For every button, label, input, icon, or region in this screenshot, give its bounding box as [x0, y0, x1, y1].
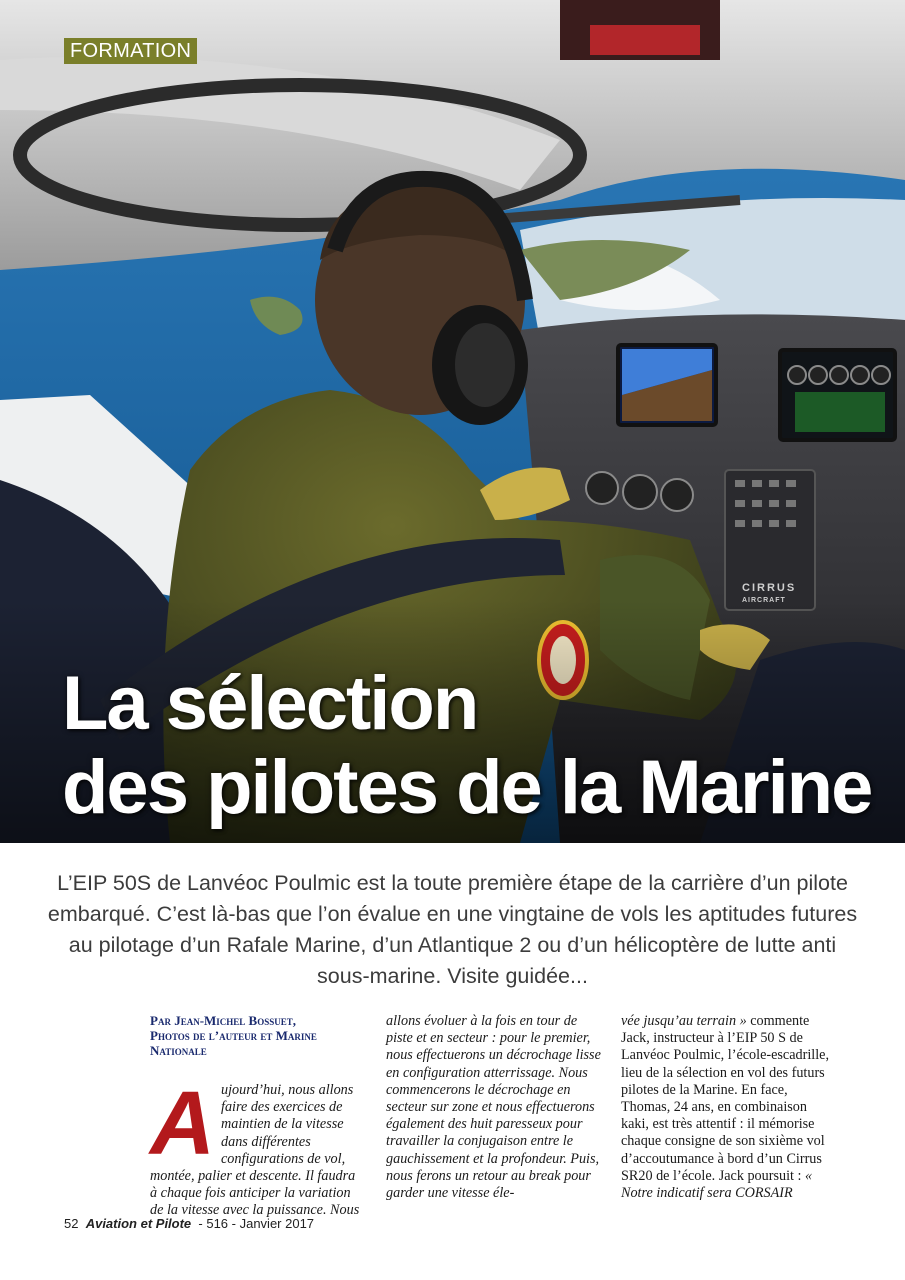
byline-photos: Photos de l’auteur et Marine Nationale [150, 1028, 317, 1058]
byline-author: Par Jean-Michel Bossuet, [150, 1013, 296, 1028]
drop-cap: A [150, 1074, 215, 1174]
standfirst: L’EIP 50S de Lanvéoc Poulmic est la toute première étape de la carrière d’un pilote embarqué. C’est là-bas que l’on évalue en une vingtaine de vols les aptitudes futures au pilotage d’un Rafale Marine, d’un Atlantique 2 ou d’un hélicoptère de lutte anti sous-marine. Visite guidée... [47, 871, 858, 988]
magazine-name: Aviation et Pilote [85, 1216, 192, 1231]
panel-brand-sub: AIRCRAFT [742, 597, 786, 604]
article-column-1 [150, 1013, 365, 1220]
column-1-text: ujourd’hui, nous allons faire des exercices de maintien de la vitesse dans différentes configurations de vol, montée, palier et descente. Il faudra à chaque fois anticiper la variation de la vitesse avec la puissance. Nous [150, 1082, 360, 1219]
panel-brand-name: CIRRUS [742, 582, 797, 594]
page-footer [64, 1216, 314, 1231]
article-intro-paragraph [150, 1074, 365, 1220]
byline [150, 1013, 365, 1058]
column-3-quote-start: « Notre indicatif sera CORSAIR [621, 1167, 813, 1202]
headline-line1: La sélection [62, 661, 478, 746]
column-3-paragraph [621, 1013, 836, 1202]
panel-brand [742, 583, 796, 606]
column-2-text: allons évoluer à la fois en tour de piste et en secteur : pour le premier, nous effectuerons un décrochage lisse en configuration atterrissage. Nous commencerons le décrochage en secteur sur zone et nous effectuerons également des huit paresseux pour travailler la conjugaison entre le gauchissement et la profondeur. Puis, nous ferons un retour au break pour garder une vitesse éle- [386, 1013, 601, 1202]
article-column-3 [621, 1013, 836, 1202]
column-3-text: commente Jack, instructeur à l’EIP 50 S de Lanvéoc Poulmic, l’école-escadrille, lieu de la sélection en vol des futurs pilotes de la Marine. En face, Thomas, 24 ans, en combinaison kaki, est très attentif : il mémorise chaque consigne de son sixième vol d’accoutumance à bord d’un Cirrus SR20 de l’école. Jack poursuit : [621, 1013, 829, 1184]
article-column-2 [386, 1013, 601, 1202]
issue-info: - 516 - Janvier 2017 [198, 1216, 315, 1231]
headline-line2: des pilotes de la Marine [62, 745, 872, 830]
column-3-quote-end: vée jusqu’au terrain » [621, 1013, 747, 1029]
page-number: 52 [64, 1216, 79, 1231]
section-tag: FORMATION [64, 38, 197, 64]
headline [62, 662, 902, 830]
